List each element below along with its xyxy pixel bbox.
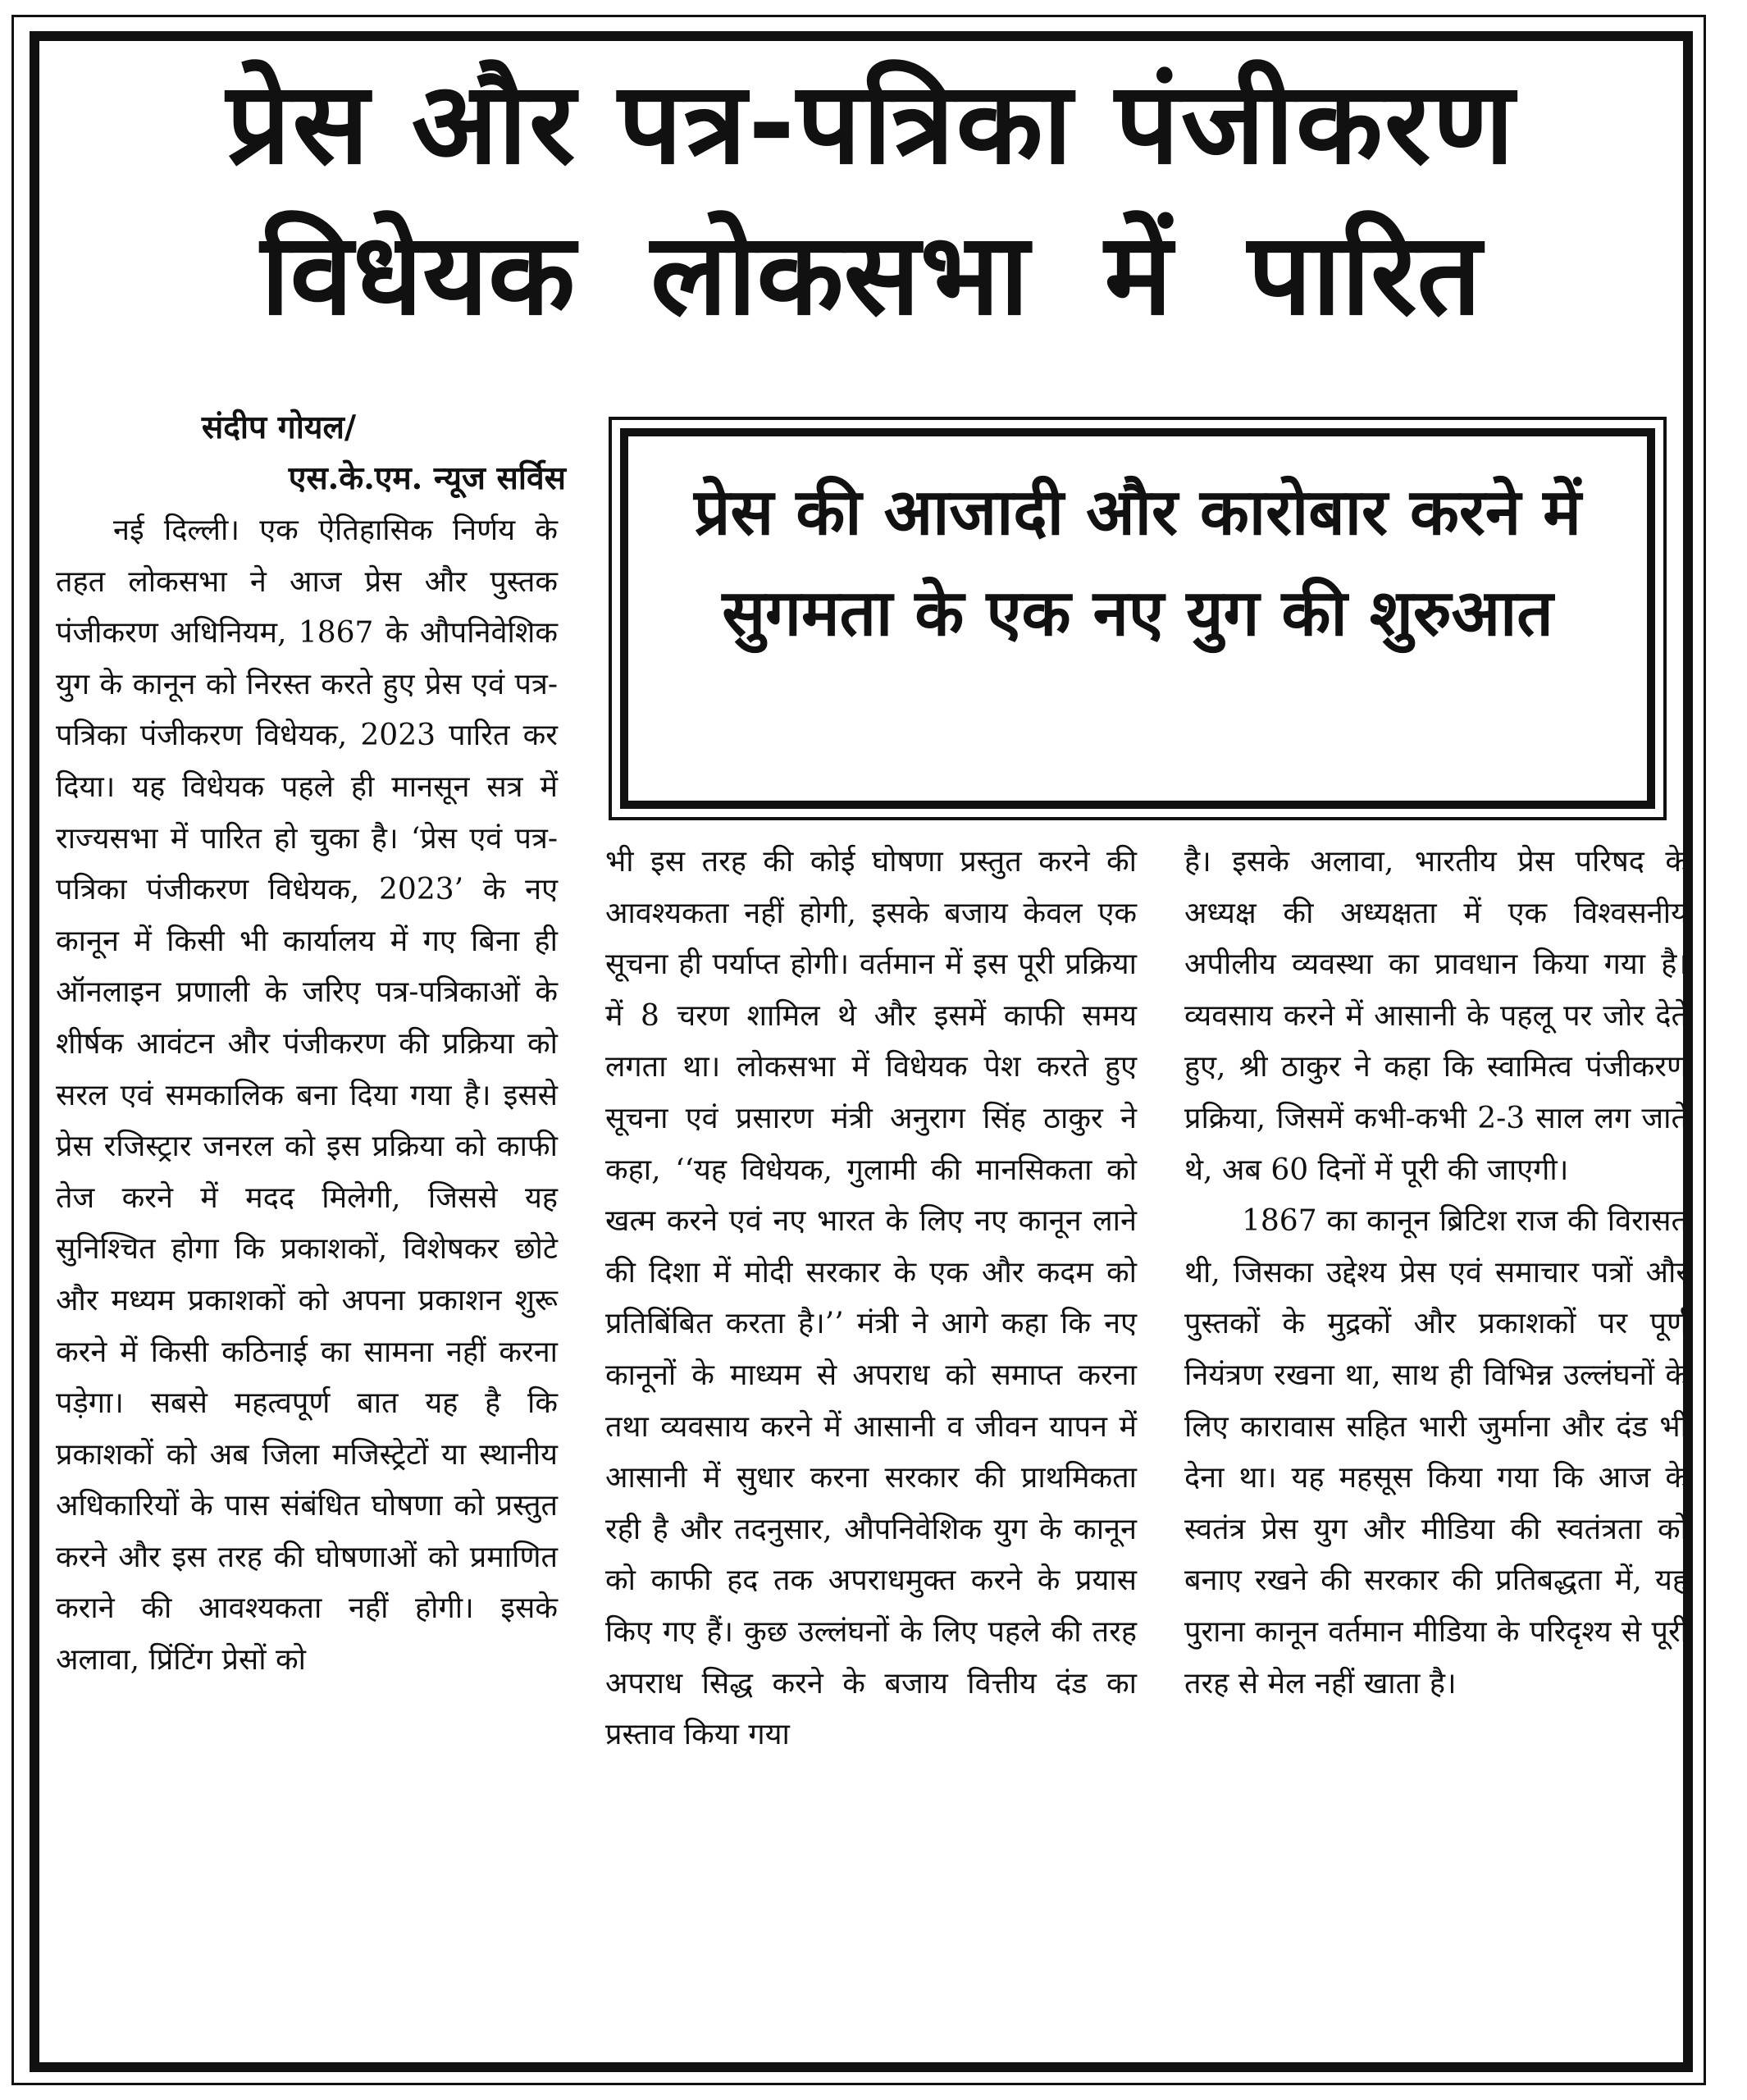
byline-agency: एस.के.एम. न्यूज सर्विस — [288, 459, 566, 497]
article-column-3 — [1184, 837, 1688, 2051]
article-column-3-paragraph-2: 1867 का कानून ब्रिटिश राज की विरासत थी, जिसका उद्देश्य प्रेस एवं समाचार पत्रों और पुस्तकों के मुद्रकों और प्रकाशकों पर पूर्ण नियंत्रण रखना था, साथ ही विभिन्न उल्लंघनों के लिए कारावास सहित भारी जुर्माना और दंड भी देना था। यह महसूस किया गया कि आज के स्वतंत्र प्रेस युग और मीडिया की स्वतंत्रता को बनाए रखने की सरकार की प्रतिबद्धता में, यह पुराना कानून वर्तमान मीडिया के परिदृश्य से पूरी तरह से मेल नहीं खाता है। — [1184, 1204, 1688, 1701]
headline-line-2: विधेयक लोकसभा में पारित — [260, 208, 1482, 340]
article-column-2: भी इस तरह की कोई घोषणा प्रस्तुत करने की आवश्यकता नहीं होगी, इसके बजाय केवल एक सूचना ही पर्याप्त होगी। वर्तमान में इस पूरी प्रक्रिया में 8 चरण शामिल थे और इसमें काफी समय लगता था। लोकसभा में विधेयक पेश करते हुए सूचना एवं प्रसारण मंत्री अनुराग सिंह ठाकुर ने कहा, ‘‘यह विधेयक, गुलामी की मानसिकता को खत्म करने एवं नए भारत के लिए नए कानून लाने की दिशा में मोदी सरकार के एक और कदम को प्रतिबिंबित करता है।’’ मंत्री ने आगे कहा कि नए कानूनों के माध्यम से अपराध को समाप्त करना तथा व्यवसाय करने में आसानी व जीवन यापन में आसानी में सुधार करना सरकार की प्राथमिकता रही है और तदनुसार, औपनिवेशिक युग के कानून को काफी हद तक अपराधमुक्त करने के प्रयास किए गए हैं। कुछ उल्लंघनों के लिए पहले की तरह अपराध सिद्ध करने के बजाय वित्तीय दंड का प्रस्ताव किया गया — [605, 845, 1137, 1752]
pull-quote: प्रेस की आजादी और कारोबार करने में सुगमता के एक नए युग की शुरुआत — [694, 476, 1581, 651]
article-column-3-paragraph-1: है। इसके अलावा, भारतीय प्रेस परिषद के अध्यक्ष की अध्यक्षता में एक विश्वसनीय अपीलीय व्यवस्था का प्रावधान किया गया है। व्यवसाय करने में आसानी के पहलू पर जोर देते हुए, श्री ठाकुर ने कहा कि स्वामित्व पंजीकरण प्रक्रिया, जिसमें कभी-कभी 2-3 साल लग जाते थे, अब 60 दिनों में पूरी की जाएगी। — [1184, 845, 1688, 1187]
headline-line-1: प्रेस और पत्र-पत्रिका पंजीकरण — [226, 57, 1517, 189]
article-column-1: नई दिल्ली। एक ऐतिहासिक निर्णय के तहत लोकसभा ने आज प्रेस और पुस्तक पंजीकरण अधिनियम, 1867 के औपनिवेशिक युग के कानून को निरस्त करते हुए प्रेस एवं पत्र-पत्रिका पंजीकरण विधेयक, 2023 पारित कर दिया। यह विधेयक पहले ही मानसून सत्र में राज्यसभा में पारित हो चुका है। ‘प्रेस एवं पत्र-पत्रिका पंजीकरण विधेयक, 2023’ के नए कानून में किसी भी कार्यालय में गए बिना ही ऑनलाइन प्रणाली के जरिए पत्र-पत्रिकाओं के शीर्षक आवंटन और पंजीकरण की प्रक्रिया को सरल एवं समकालिक बना दिया गया है। इससे प्रेस रजिस्ट्रार जनरल को इस प्रक्रिया को काफी तेज करने में मदद मिलेगी, जिससे यह सुनिश्चित होगा कि प्रकाशकों, विशेषकर छोटे और मध्यम प्रकाशकों को अपना प्रकाशन शुरू करने में किसी कठिनाई का सामना नहीं करना पड़ेगा। सबसे महत्वपूर्ण बात यह है कि प्रकाशकों को अब जिला मजिस्ट्रेटों या स्थानीय अधिकारियों के पास संबंधित घोषणा को प्रस्तुत करने और इस तरह की घोषणाओं को प्रमाणित कराने की आवश्यकता नहीं होगी। इसके अलावा, प्रिंटिंग प्रेसों को — [56, 514, 558, 1678]
byline-author: संदीप गोयल/ — [201, 409, 357, 446]
